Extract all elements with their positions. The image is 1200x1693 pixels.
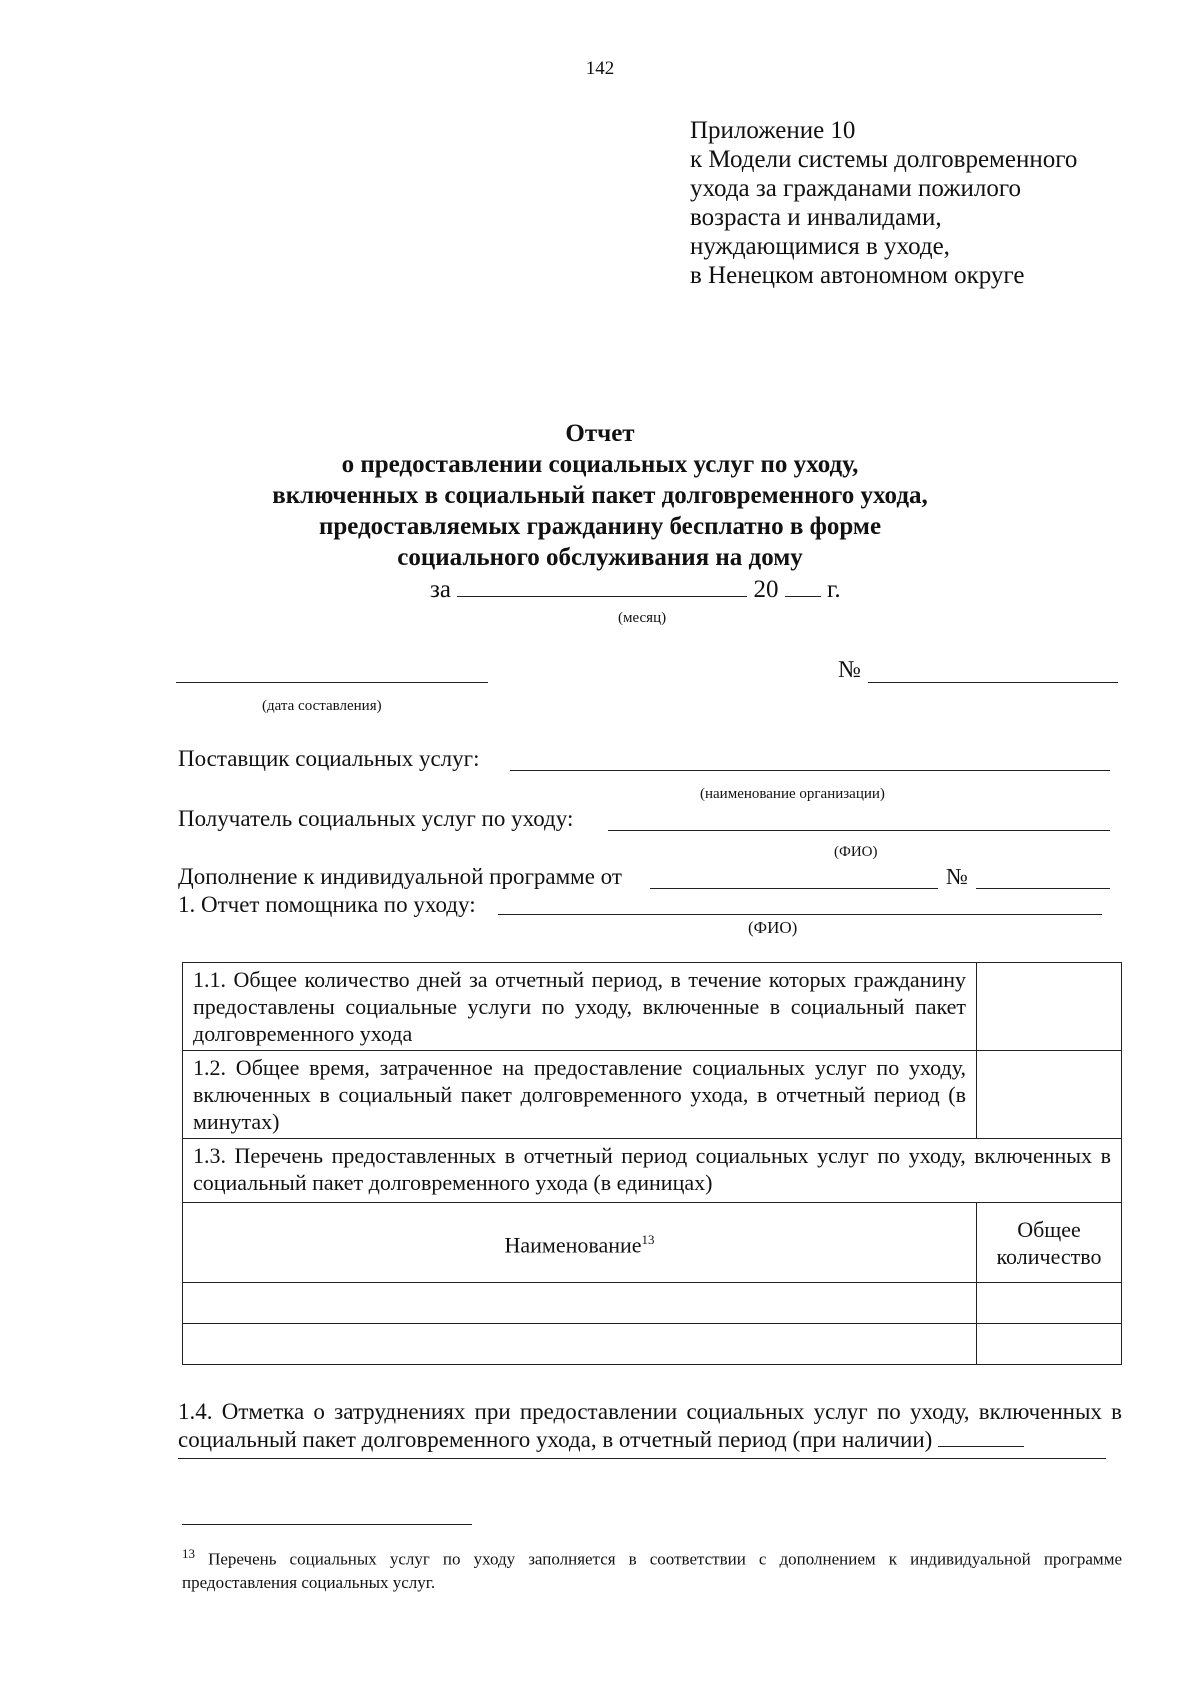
footnote-mark: 13 xyxy=(182,1546,195,1561)
difficulties-continuation-line[interactable] xyxy=(178,1458,1106,1459)
appendix-reference xyxy=(690,116,1077,290)
service-total-cell[interactable] xyxy=(977,1283,1122,1324)
provider-hint: (наименование организации) xyxy=(700,786,885,802)
title-line: о предоставлении социальных услуг по уходу, xyxy=(341,451,859,478)
row-1-1-label: 1.1. Общее количество дней за отчетный период, в течение которых гражданину предоставлены социальные услуги по уходу, включенные в социальный пакет долговременного ухода xyxy=(183,963,977,1051)
service-name-cell[interactable] xyxy=(183,1283,977,1324)
difficulties-field[interactable] xyxy=(938,1426,1024,1447)
provider-field[interactable] xyxy=(510,770,1110,771)
row-1-2-value-cell[interactable] xyxy=(977,1051,1122,1139)
table-row xyxy=(183,1324,1122,1365)
column-header-total-line: количество xyxy=(996,1243,1102,1269)
table-row xyxy=(183,1139,1122,1203)
assistant-hint: (ФИО) xyxy=(748,918,798,937)
report-title xyxy=(0,418,1200,573)
date-field[interactable] xyxy=(176,682,488,683)
recipient-hint: (ФИО) xyxy=(834,844,878,860)
row-1-3-label: 1.3. Перечень предоставленных в отчетный период социальных услуг по уходу, включенных в социальный пакет долговременного ухода (в единицах) xyxy=(183,1139,1122,1203)
addendum-number-field[interactable] xyxy=(976,888,1110,889)
date-hint: (дата составления) xyxy=(262,698,382,714)
row-1-2-label: 1.2. Общее время, затраченное на предоставление социальных услуг по уходу, включенных в социальный пакет долговременного ухода, в отчетный период (в минутах) xyxy=(183,1051,977,1139)
year-prefix: 20 xyxy=(753,576,779,603)
month-field[interactable] xyxy=(457,572,747,597)
appendix-line: Приложение 10 xyxy=(690,117,856,144)
recipient-field[interactable] xyxy=(608,830,1110,831)
appendix-line: нуждающимися в уходе, xyxy=(690,233,950,260)
title-line: социального обслуживания на дому xyxy=(397,544,803,571)
footnote xyxy=(182,1542,1122,1594)
appendix-line: к Модели системы долговременного xyxy=(690,146,1078,173)
month-hint: (месяц) xyxy=(618,610,667,626)
addendum-label: Дополнение к индивидуальной программе от xyxy=(178,864,622,889)
title-line: включенных в социальный пакет долговременного ухода, xyxy=(272,482,928,509)
number-sign: № xyxy=(838,657,861,683)
table-row xyxy=(183,963,1122,1051)
footnote-separator xyxy=(182,1524,472,1525)
column-header-total xyxy=(977,1203,1122,1283)
year-field[interactable] xyxy=(785,572,821,597)
column-header-name xyxy=(183,1203,977,1283)
footnote-text: Перечень социальных услуг по уходу заполняется в соответствии с дополнением к индивидуальной программе предоставления социальных услуг. xyxy=(182,1549,1122,1592)
table-row xyxy=(183,1283,1122,1324)
appendix-line: ухода за гражданами пожилого xyxy=(690,175,1021,202)
column-header-total-line: Общее xyxy=(1017,1216,1081,1242)
column-header-name-text: Наименование xyxy=(504,1232,642,1258)
assistant-field[interactable] xyxy=(498,914,1102,915)
appendix-line: возраста и инвалидами, xyxy=(690,204,942,231)
period-line xyxy=(430,572,841,604)
document-number-field[interactable] xyxy=(868,682,1118,683)
title-line: Отчет xyxy=(565,420,635,447)
section-1-4 xyxy=(178,1398,1122,1454)
section-1-4-text: 1.4. Отметка о затруднениях при предоставлении социальных услуг по уходу, включенных в социальный пакет долговременного ухода, в отчетный период (при наличии) xyxy=(178,1399,1122,1452)
appendix-line: в Ненецком автономном округе xyxy=(690,262,1025,289)
title-line: предоставляемых гражданину бесплатно в форме xyxy=(318,513,882,540)
page-number: 142 xyxy=(585,58,615,79)
period-prefix: за xyxy=(430,576,451,603)
provider-label: Поставщик социальных услуг: xyxy=(178,746,480,771)
year-suffix: г. xyxy=(826,576,841,603)
row-1-1-value-cell[interactable] xyxy=(977,963,1122,1051)
assistant-label: 1. Отчет помощника по уходу: xyxy=(178,892,476,917)
footnote-reference: 13 xyxy=(641,1232,655,1248)
addendum-number-sign: № xyxy=(946,864,968,889)
table-row xyxy=(183,1051,1122,1139)
table-header-row xyxy=(183,1203,1122,1283)
service-total-cell[interactable] xyxy=(977,1324,1122,1365)
recipient-label: Получатель социальных услуг по уходу: xyxy=(178,806,574,831)
report-table xyxy=(182,962,1122,1365)
service-name-cell[interactable] xyxy=(183,1324,977,1365)
addendum-date-field[interactable] xyxy=(650,888,938,889)
